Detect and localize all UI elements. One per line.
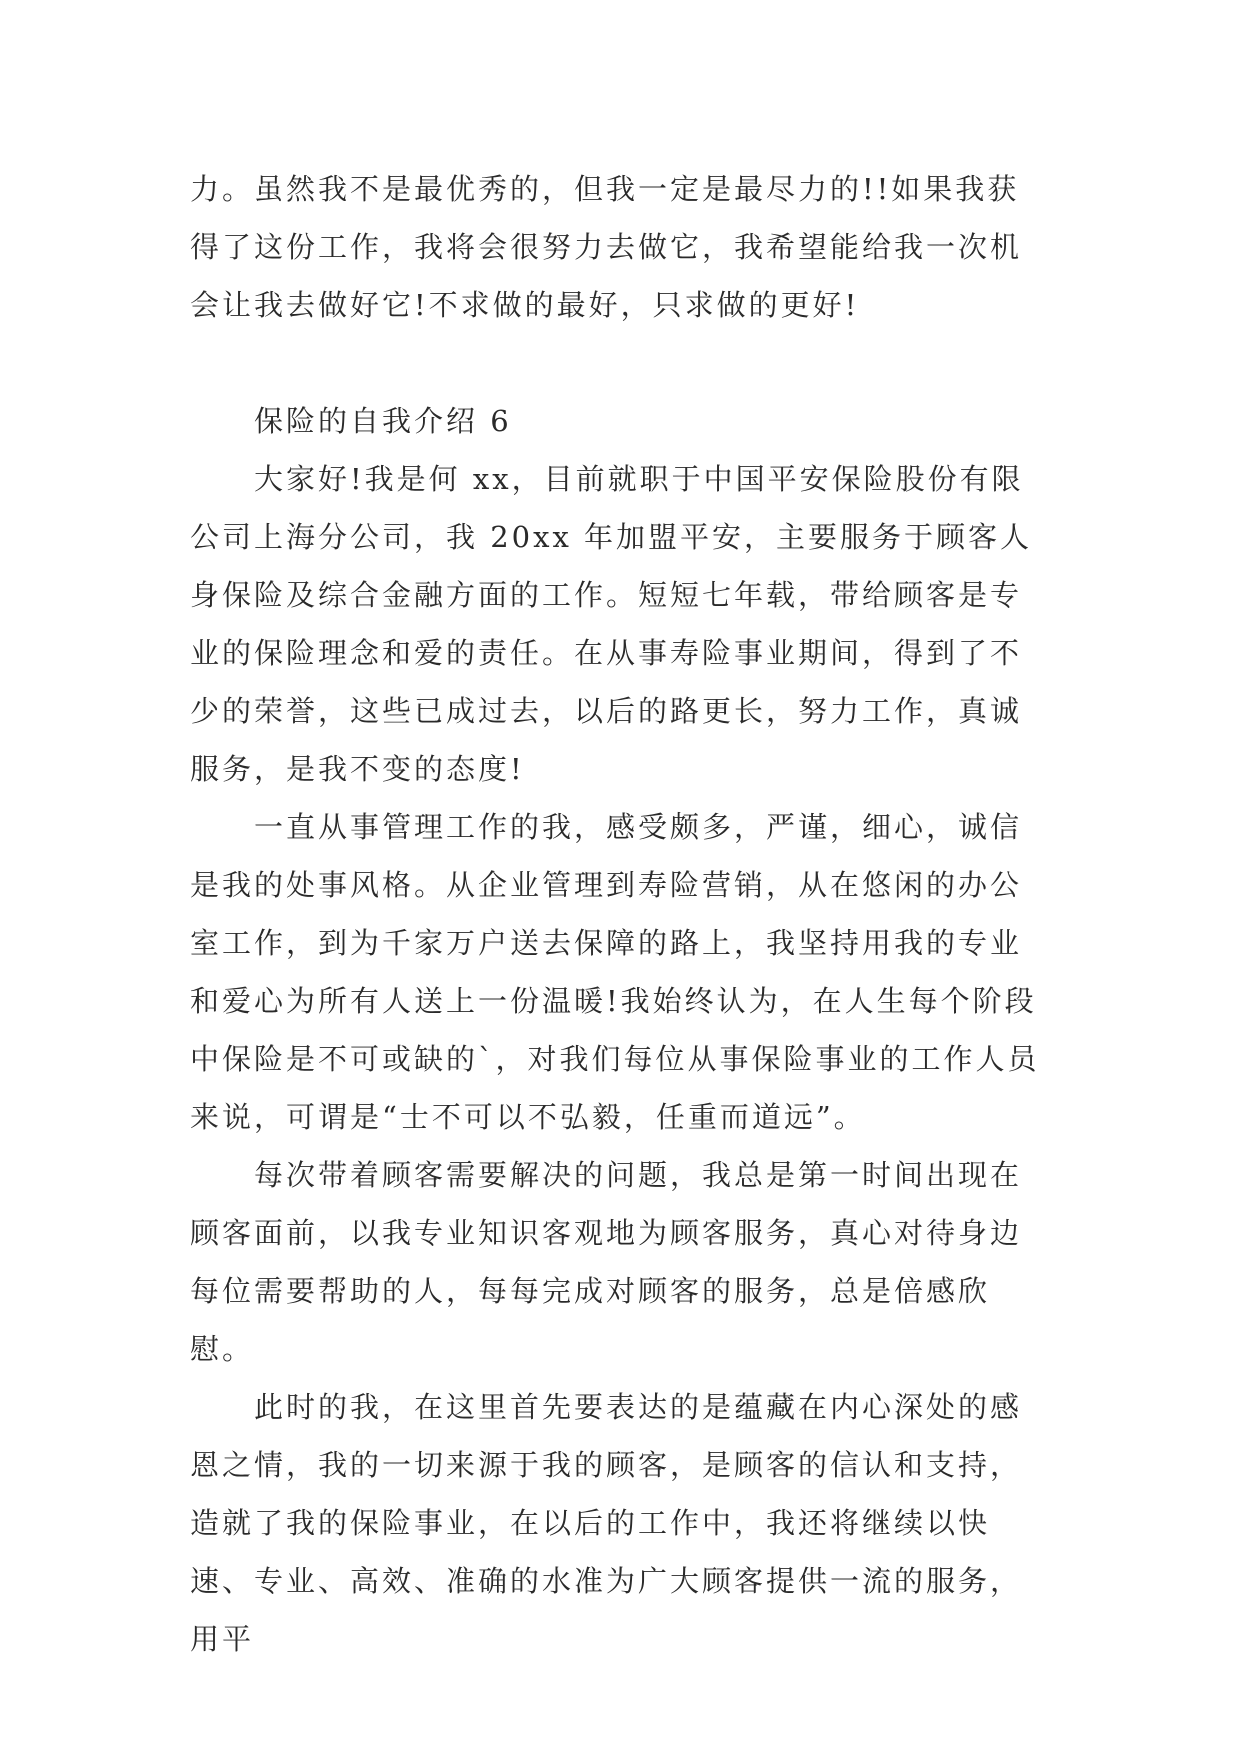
- document-body: [190, 160, 1050, 1668]
- section-title: 保险的自我介绍 6: [254, 404, 512, 438]
- paragraph-intro: 大家好!我是何 xx，目前就职于中国平安保险股份有限公司上海分公司，我 20xx 年加盟平安，主要服务于顾客人身保险及综合金融方面的工作。短短七年载，带给顾客是专业的保险理念和爱的责任。在从事寿险事业期间，得到了不少的荣誉，这些已成过去，以后的路更长，努力工作，真诚服务，是我不变的态度!: [190, 462, 1033, 786]
- continuation-paragraph: 力。虽然我不是最优秀的，但我一定是最尽力的!!如果我获得了这份工作，我将会很努力去做它，我希望能给我一次机会让我去做好它!不求做的最好，只求做的更好!: [190, 172, 1023, 322]
- paragraph-service: 每次带着顾客需要解决的问题，我总是第一时间出现在顾客面前，以我专业知识客观地为顾客服务，真心对待身边每位需要帮助的人，每每完成对顾客的服务，总是倍感欣慰。: [190, 1158, 1023, 1366]
- paragraph-gratitude: 此时的我，在这里首先要表达的是蕴藏在内心深处的感恩之情，我的一切来源于我的顾客，是顾客的信认和支持，造就了我的保险事业，在以后的工作中，我还将继续以快速、专业、高效、准确的水准为广大顾客提供一流的服务，用平: [190, 1390, 1023, 1656]
- paragraph-management: 一直从事管理工作的我，感受颇多，严谨，细心，诚信是我的处事风格。从企业管理到寿险营销，从在悠闲的办公室工作，到为千家万户送去保障的路上，我坚持用我的专业和爱心为所有人送上一份温暖!我始终认为，在人生每个阶段中保险是不可或缺的`，对我们每位从事保险事业的工作人员来说，可谓是“士不可以不弘毅，任重而道远”。: [190, 810, 1040, 1134]
